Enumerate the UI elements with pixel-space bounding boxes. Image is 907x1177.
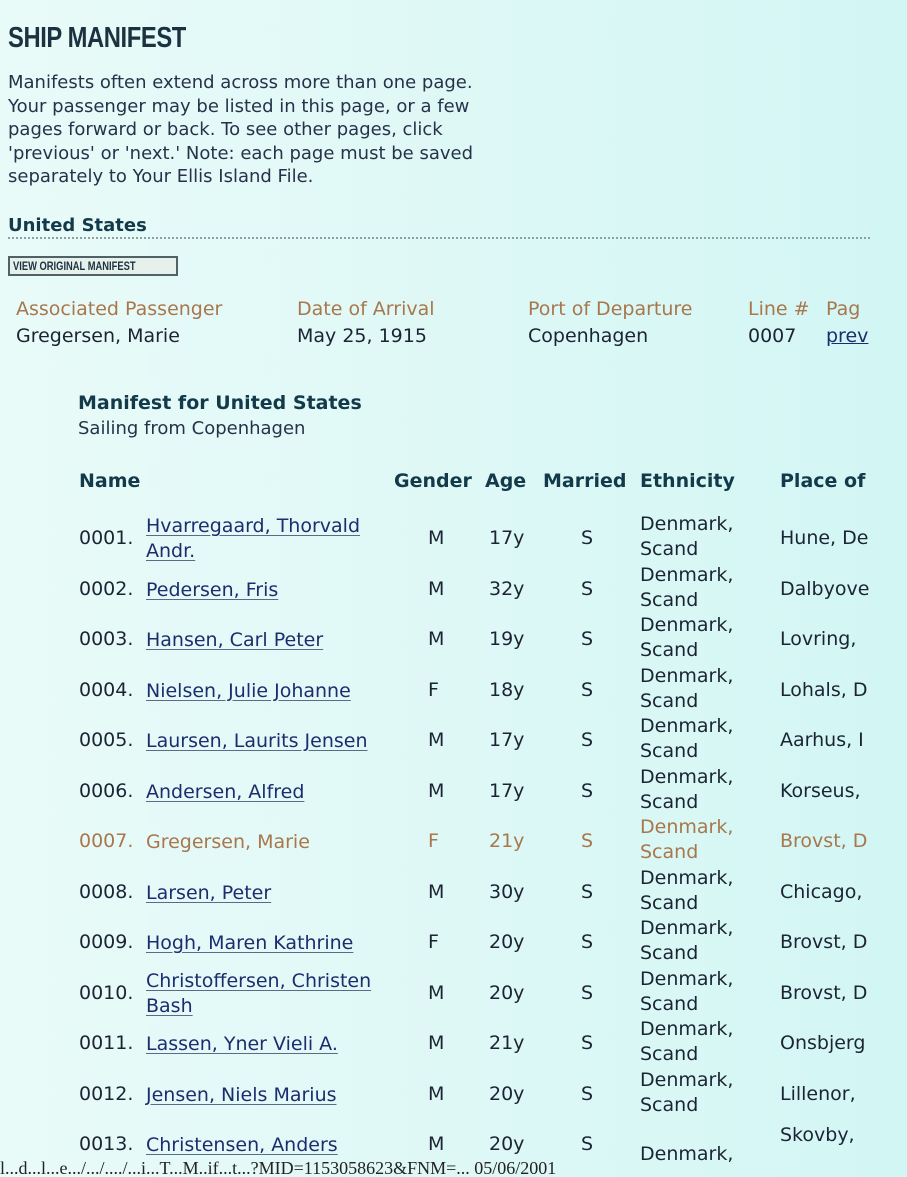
row-number: 0012. xyxy=(79,1082,134,1105)
manifest-title: Manifest for United States xyxy=(78,392,362,414)
married-cell: S xyxy=(581,527,594,549)
age-cell: 21y xyxy=(489,830,525,852)
age-cell: 21y xyxy=(489,1032,525,1054)
url-footer: l...d...l...e.../.../..../...i...T...M..if...t...?MID=1153058623&FNM=... 05/06/2001 xyxy=(0,1158,557,1177)
ethnicity-cell xyxy=(640,512,733,562)
ethnicity-line: Denmark, xyxy=(640,917,734,939)
ethnicity-line: Scand xyxy=(640,1043,699,1065)
row-number: 0002. xyxy=(79,577,134,600)
passenger-name-line[interactable]: Lassen, Yner Vieli A. xyxy=(146,1033,338,1055)
column-header-married: Married xyxy=(543,470,627,492)
married-cell: S xyxy=(581,931,594,953)
ethnicity-line: Scand xyxy=(640,841,699,863)
line-number xyxy=(748,296,810,350)
married-cell: S xyxy=(581,1082,594,1105)
married-cell: S xyxy=(581,981,594,1004)
previous-page-link[interactable]: prev xyxy=(826,325,869,347)
ethnicity-line: Scand xyxy=(640,992,699,1015)
ethnicity-cell xyxy=(640,1142,733,1167)
passenger-name-line[interactable]: Jensen, Niels Marius xyxy=(146,1083,337,1106)
ethnicity-line: Denmark, xyxy=(640,866,734,889)
intro-line: 'previous' or 'next.' Note: each page must be saved xyxy=(8,142,474,164)
passenger-name-line[interactable]: Andersen, Alfred xyxy=(146,780,305,803)
intro-line: pages forward or back. To see other pages, click xyxy=(8,119,443,140)
intro-line: Manifests often extend across more than one page. xyxy=(8,72,473,93)
ethnicity-line: Denmark, xyxy=(640,563,734,586)
page-nav-label: Pag xyxy=(826,298,861,320)
age-cell: 30y xyxy=(489,880,525,903)
passenger-name-link[interactable] xyxy=(146,729,368,754)
age-cell: 20y xyxy=(489,1133,525,1155)
table-row xyxy=(0,512,907,562)
ethnicity-line: Scand xyxy=(640,1093,699,1116)
column-header-name: Name xyxy=(79,470,141,492)
ethnicity-cell xyxy=(640,613,733,663)
table-row xyxy=(0,765,907,815)
table-row xyxy=(0,613,907,663)
row-number: 0007. xyxy=(79,830,134,852)
row-number: 0010. xyxy=(79,981,134,1004)
passenger-name-line[interactable]: Bash xyxy=(146,994,193,1017)
row-number: 0006. xyxy=(79,779,134,802)
ethnicity-cell xyxy=(640,664,733,714)
gender-cell: F xyxy=(428,830,439,852)
ethnicity-line: Denmark, xyxy=(640,513,734,535)
ethnicity-line: Scand xyxy=(640,639,699,661)
gender-cell: M xyxy=(428,628,445,650)
column-header-gender: Gender xyxy=(394,470,472,492)
married-cell: S xyxy=(581,830,594,852)
gender-cell: F xyxy=(428,931,439,953)
place-cell: Chicago, xyxy=(780,880,863,903)
passenger-name-line[interactable]: Gregersen, Marie xyxy=(146,831,310,853)
age-cell: 17y xyxy=(489,779,525,802)
right-edge xyxy=(872,0,907,1177)
table-row xyxy=(0,866,907,916)
place-cell: Hune, De xyxy=(780,527,869,549)
place-cell: Brovst, D xyxy=(780,981,868,1004)
place-cell: Lohals, D xyxy=(780,678,868,701)
passenger-name-line[interactable]: Pedersen, Fris xyxy=(146,578,279,601)
place-cell: Lillenor, xyxy=(780,1082,856,1105)
ethnicity-line: Scand xyxy=(640,891,699,914)
associated-passenger-value: Gregersen, Marie xyxy=(16,325,180,347)
passenger-name-line[interactable]: Hogh, Maren Kathrine xyxy=(146,932,354,954)
dotted-divider xyxy=(8,237,870,239)
gender-cell: M xyxy=(428,880,445,903)
date-of-arrival xyxy=(297,296,435,350)
place-cell: Onsbjerg xyxy=(780,1032,866,1054)
row-number: 0001. xyxy=(79,527,134,549)
married-cell: S xyxy=(581,729,594,751)
ethnicity-cell xyxy=(640,1017,733,1067)
table-row xyxy=(0,1068,907,1118)
age-cell: 17y xyxy=(489,527,525,549)
passenger-name-link[interactable] xyxy=(146,969,371,1019)
page-title: SHIP MANIFEST xyxy=(8,22,186,54)
table-row xyxy=(0,714,907,764)
passenger-name-link[interactable] xyxy=(146,514,360,564)
row-number: 0005. xyxy=(79,729,134,751)
age-cell: 20y xyxy=(489,931,525,953)
passenger-name-line[interactable]: Nielsen, Julie Johanne xyxy=(146,679,351,702)
ethnicity-cell xyxy=(640,714,733,764)
ethnicity-line: Denmark, xyxy=(640,967,734,990)
passenger-name-line[interactable]: Christensen, Anders xyxy=(146,1134,338,1156)
associated-passenger xyxy=(16,296,222,350)
ethnicity-line: Scand xyxy=(640,689,699,712)
ethnicity-line: Denmark, xyxy=(640,765,734,788)
row-number: 0009. xyxy=(79,931,134,953)
ethnicity-cell xyxy=(640,765,733,815)
place-cell: Skovby, xyxy=(780,1124,855,1146)
column-header-age: Age xyxy=(485,470,527,492)
ethnicity-line: Scand xyxy=(640,538,699,560)
ethnicity-line: Denmark, xyxy=(640,614,734,636)
passenger-name-link[interactable] xyxy=(146,881,271,906)
ethnicity-cell xyxy=(640,1068,733,1118)
gender-cell: M xyxy=(428,577,445,600)
place-cell: Aarhus, I xyxy=(780,729,864,751)
port-of-departure-label: Port of Departure xyxy=(528,298,693,320)
port-of-departure-value: Copenhagen xyxy=(528,325,649,347)
passenger-name-link[interactable] xyxy=(146,1133,338,1158)
page-nav xyxy=(826,296,868,350)
view-original-manifest-label: VIEW ORIGINAL MANIFEST xyxy=(13,259,136,273)
row-number: 0013. xyxy=(79,1133,134,1155)
married-cell: S xyxy=(581,779,594,802)
gender-cell: M xyxy=(428,1032,445,1054)
married-cell: S xyxy=(581,880,594,903)
age-cell: 20y xyxy=(489,1082,525,1105)
ethnicity-line: Denmark, xyxy=(640,664,734,687)
gender-cell: M xyxy=(428,1082,445,1105)
passenger-name-link[interactable] xyxy=(146,628,323,653)
passenger-name-link[interactable] xyxy=(146,780,304,805)
date-of-arrival-value: May 25, 1915 xyxy=(297,325,427,347)
ethnicity-line: Denmark, xyxy=(640,1143,734,1165)
place-cell: Brovst, D xyxy=(780,830,868,852)
ethnicity-line: Scand xyxy=(640,790,699,813)
passenger-name-line[interactable]: Larsen, Peter xyxy=(146,881,272,904)
married-cell: S xyxy=(581,678,594,701)
age-cell: 20y xyxy=(489,981,525,1004)
column-header-place: Place of xyxy=(780,470,866,492)
column-header-ethnicity: Ethnicity xyxy=(640,470,735,492)
age-cell: 17y xyxy=(489,729,525,751)
gender-cell: M xyxy=(428,981,445,1004)
ethnicity-line: Scand xyxy=(640,588,699,611)
passenger-name-line[interactable]: Hansen, Carl Peter xyxy=(146,629,324,651)
table-row xyxy=(0,815,907,865)
place-cell: Korseus, xyxy=(780,779,861,802)
line-number-value: 0007 xyxy=(748,325,797,347)
table-row xyxy=(0,916,907,966)
manifest-subtitle: Sailing from Copenhagen xyxy=(78,418,306,439)
ethnicity-line: Denmark, xyxy=(640,1018,734,1040)
ethnicity-cell xyxy=(640,967,733,1017)
ethnicity-cell xyxy=(640,815,733,865)
passenger-name-link[interactable] xyxy=(146,830,310,855)
passenger-name-link[interactable] xyxy=(146,578,278,603)
age-cell: 19y xyxy=(489,628,525,650)
line-number-label: Line # xyxy=(748,298,810,320)
gender-cell: F xyxy=(428,678,439,701)
passenger-name-link[interactable] xyxy=(146,679,351,704)
table-row xyxy=(0,967,907,1017)
place-cell: Brovst, D xyxy=(780,931,868,953)
ethnicity-line: Scand xyxy=(640,740,699,762)
associated-passenger-label: Associated Passenger xyxy=(16,298,223,320)
married-cell: S xyxy=(581,628,594,650)
gender-cell: M xyxy=(428,1133,445,1155)
place-cell: Lovring, xyxy=(780,628,857,650)
row-number: 0004. xyxy=(79,678,134,701)
ethnicity-cell xyxy=(640,866,733,916)
intro-text xyxy=(8,71,568,189)
port-of-departure xyxy=(528,296,692,350)
gender-cell: M xyxy=(428,779,445,802)
row-number: 0008. xyxy=(79,880,134,903)
ethnicity-line: Denmark, xyxy=(640,715,734,737)
passenger-name-line[interactable]: Andr. xyxy=(146,540,196,562)
passenger-name-line[interactable]: Laursen, Laurits Jensen xyxy=(146,730,368,752)
passenger-name-link[interactable] xyxy=(146,1032,338,1057)
married-cell: S xyxy=(581,1133,594,1155)
table-row xyxy=(0,563,907,613)
gender-cell: M xyxy=(428,729,445,751)
country-heading: United States xyxy=(8,215,147,236)
age-cell: 32y xyxy=(489,577,525,600)
ethnicity-cell xyxy=(640,916,733,966)
table-row xyxy=(0,664,907,714)
view-original-manifest-button[interactable] xyxy=(8,256,178,276)
ethnicity-line: Denmark, xyxy=(640,1068,734,1091)
manifest-header xyxy=(78,391,362,441)
passenger-name-line[interactable]: Christoffersen, Christen xyxy=(146,969,372,992)
passenger-name-line[interactable]: Hvarregaard, Thorvald xyxy=(146,515,361,537)
date-of-arrival-label: Date of Arrival xyxy=(297,298,435,320)
age-cell: 18y xyxy=(489,678,525,701)
table-row xyxy=(0,1017,907,1067)
place-cell: Dalbyove xyxy=(780,577,870,600)
married-cell: S xyxy=(581,1032,594,1054)
ethnicity-line: Denmark, xyxy=(640,816,734,838)
gender-cell: M xyxy=(428,527,445,549)
married-cell: S xyxy=(581,577,594,600)
row-number: 0011. xyxy=(79,1032,134,1054)
passenger-name-link[interactable] xyxy=(146,931,353,956)
row-number: 0003. xyxy=(79,628,134,650)
ethnicity-cell xyxy=(640,563,733,613)
ethnicity-line: Scand xyxy=(640,942,699,964)
passenger-name-link[interactable] xyxy=(146,1083,337,1108)
intro-line: Your passenger may be listed in this page, or a few xyxy=(8,95,470,117)
intro-line: separately to Your Ellis Island File. xyxy=(8,166,314,187)
